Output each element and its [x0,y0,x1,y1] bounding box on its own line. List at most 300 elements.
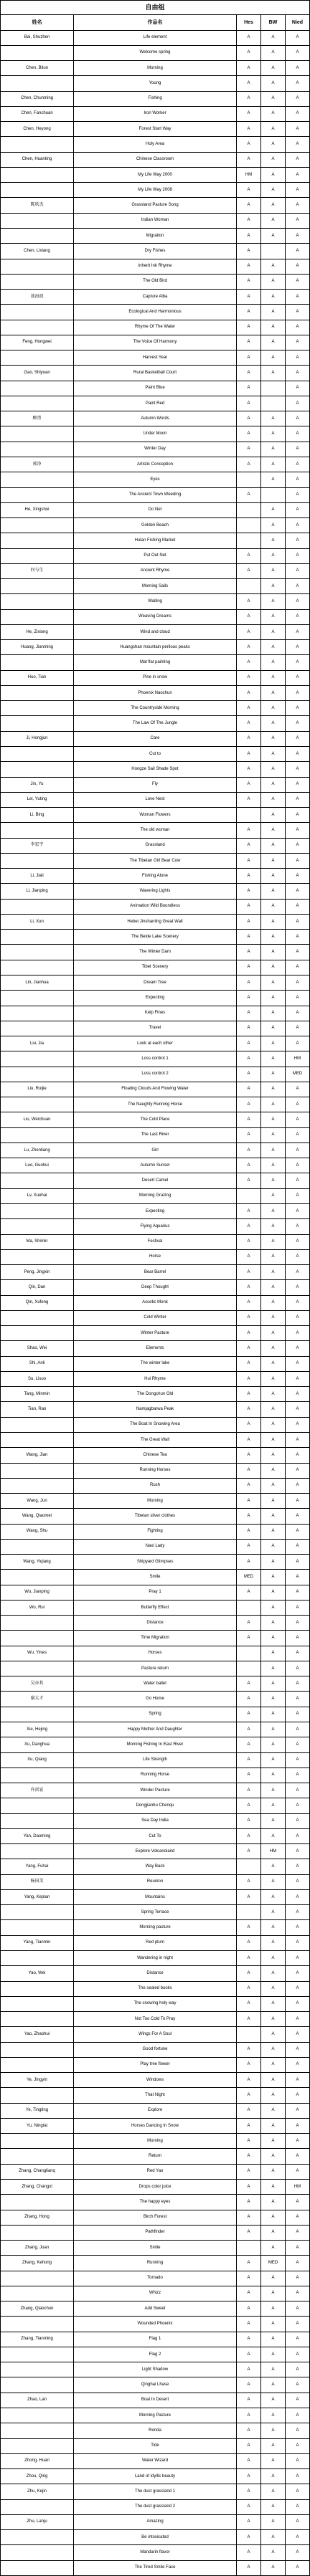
bw-mark-cell: A [261,1204,286,1219]
hes-mark-cell: A [237,1936,261,1951]
nied-mark-cell: A [286,31,310,46]
hes-mark-cell: A [237,1051,261,1067]
hes-mark-cell: A [237,960,261,975]
nied-mark-cell: A [286,1525,310,1540]
table-row [0,1570,310,1585]
table-row [0,1158,310,1173]
bw-mark-cell [261,488,286,503]
hes-mark-cell: A [237,1448,261,1463]
table-row [0,1814,310,1829]
work-title-cell: Grassland [74,839,237,854]
table-row [0,1189,310,1204]
bw-mark-cell: A [261,701,286,716]
table-row [0,1265,310,1280]
nied-mark-cell: A [286,320,310,335]
hes-mark-cell: A [237,2515,261,2530]
table-row [0,793,310,808]
bw-mark-cell: A [261,472,286,487]
hes-mark-cell: A [237,2012,261,2027]
work-title-cell: Pray 1 [74,1585,237,1601]
artist-name-cell: Qin, Xufeng [0,1296,74,1311]
nied-mark-cell: A [286,2332,310,2347]
bw-mark-cell: A [261,2561,286,2576]
work-title-cell: Explore [74,2104,237,2119]
hes-mark-cell: A [237,2134,261,2149]
bw-mark-cell: A [261,1311,286,1326]
hes-mark-cell: A [237,2317,261,2332]
artist-name-cell: Ye, Tingting [0,2104,74,2119]
header-bw: BW [261,15,286,30]
work-title-cell: Loss control 2 [74,1067,237,1082]
nied-mark-cell: A [286,2515,310,2530]
table-row [0,1296,310,1311]
hes-mark-cell: A [237,2332,261,2347]
artist-name-cell: Feng, Hongwei [0,335,74,350]
hes-mark-cell: A [237,640,261,655]
nied-mark-cell: A [286,2286,310,2301]
bw-mark-cell: A [261,122,286,137]
hes-mark-cell: A [237,2439,261,2454]
work-title-cell: Water Wizard [74,2454,237,2469]
artist-name-cell: Zhang, Kehong [0,2256,74,2271]
hes-mark-cell: A [237,2454,261,2469]
hes-mark-cell: A [237,350,261,366]
nied-mark-cell: A [286,1676,310,1692]
artist-name-cell [0,1311,74,1326]
hes-mark-cell: A [237,900,261,915]
artist-name-cell: Wang, Shu [0,1525,74,1540]
nied-mark-cell: A [286,335,310,350]
work-title-cell: The Winter Dam [74,945,237,960]
hes-mark-cell: A [237,2149,261,2164]
work-title-cell: Distance [74,1616,237,1631]
nied-mark-cell: A [286,747,310,762]
hes-mark-cell: A [237,335,261,350]
table-row [0,1372,310,1387]
bw-mark-cell: A [261,2241,286,2256]
artist-name-cell [0,1616,74,1631]
hes-mark-cell: A [237,884,261,899]
table-row [0,1341,310,1356]
artist-name-cell [0,183,74,198]
work-title-cell: Be intoxicated [74,2530,237,2545]
hes-mark-cell: A [237,320,261,335]
work-title-cell: Phoenix Naochun [74,686,237,701]
work-title-cell: Harvest Year [74,350,237,366]
table-row [0,1722,310,1737]
hes-mark-cell: A [237,1235,261,1250]
bw-mark-cell: A [261,320,286,335]
work-title-cell: Shipyard Glimpses [74,1555,237,1570]
bw-mark-cell: A [261,2286,286,2301]
work-title-cell: Explore Volcanoland [74,1844,237,1859]
artist-name-cell: Liu, Weichuan [0,1112,74,1127]
bw-mark-cell: A [261,686,286,701]
work-title-cell: Red Yao [74,2165,237,2180]
bw-mark-cell: A [261,1509,286,1524]
artist-name-cell [0,2408,74,2423]
artist-name-cell [0,1661,74,1676]
bw-mark-cell: A [261,92,286,107]
work-title-cell: The Voice Of Harmony [74,335,237,350]
bw-mark-cell: A [261,2134,286,2149]
bw-mark-cell: A [261,2301,286,2317]
artist-name-cell [0,716,74,731]
bw-mark-cell: A [261,2119,286,2134]
nied-mark-cell: A [286,2012,310,2027]
table-row [0,1525,310,1540]
table-row [0,1448,310,1463]
table-row [0,2104,310,2119]
hes-mark-cell: A [237,442,261,457]
table-row [0,1859,310,1874]
hes-mark-cell [237,1601,261,1616]
bw-mark-cell: A [261,2530,286,2545]
work-title-cell: The old woman [74,823,237,838]
work-title-cell: Not Too Cold To Pray [74,2012,237,2027]
bw-mark-cell: A [261,625,286,640]
work-title-cell: Weaving Dreams [74,610,237,625]
artist-name-cell [0,76,74,91]
artist-name-cell: Yan, Daoming [0,1829,74,1844]
artist-name-cell: Lei, Yuting [0,793,74,808]
hes-mark-cell: A [237,1311,261,1326]
hes-mark-cell: A [237,396,261,411]
work-title-cell: Forest Start Way [74,122,237,137]
table-row [0,1128,310,1143]
table-row [0,1204,310,1219]
work-title-cell: Morning [74,2134,237,2149]
artist-name-cell: Chen, Lixiang [0,244,74,259]
bw-mark-cell: A [261,1418,286,1433]
table-row [0,2043,310,2058]
table-row [0,1235,310,1250]
table-row [0,1143,310,1158]
bw-mark-cell: A [261,823,286,838]
bw-mark-cell: A [261,1601,286,1616]
hes-mark-cell: A [237,137,261,152]
table-row [0,1646,310,1661]
artist-name-cell [0,350,74,366]
hes-mark-cell: A [237,2058,261,2073]
nied-mark-cell: A [286,762,310,777]
table-row [0,320,310,335]
hes-mark-cell: A [237,1418,261,1433]
bw-mark-cell: A [261,1448,286,1463]
nied-mark-cell: A [286,488,310,503]
work-title-cell: Hulan Fishing Market [74,533,237,548]
work-title-cell: Life element [74,31,237,46]
bw-mark-cell: A [261,839,286,854]
artist-name-cell [0,320,74,335]
work-title-cell: Running Horse [74,1768,237,1783]
work-title-cell: The Belde Lake Scenery [74,930,237,945]
artist-name-cell [0,579,74,594]
hes-mark-cell: A [237,671,261,686]
bw-mark-cell: MED [261,2256,286,2271]
bw-mark-cell: A [261,1112,286,1127]
nied-mark-cell: A [286,168,310,183]
nied-mark-cell: HM [286,2180,310,2195]
nied-mark-cell: A [286,839,310,854]
work-title-cell: The Great Wall [74,1433,237,1448]
nied-mark-cell: A [286,732,310,747]
work-title-cell: Morning Sails [74,579,237,594]
work-title-cell: Flag 2 [74,2347,237,2362]
table-row [0,1021,310,1036]
table-row [0,747,310,762]
nied-mark-cell: A [286,2469,310,2484]
hes-mark-cell: A [237,823,261,838]
nied-mark-cell: A [286,92,310,107]
table-row [0,198,310,213]
work-title-cell: Time Migration [74,1631,237,1646]
nied-mark-cell: A [286,975,310,991]
work-title-cell: The sealed books [74,1982,237,1997]
table-row [0,2423,310,2438]
bw-mark-cell: A [261,1235,286,1250]
work-title-cell: Ancient Rhyme [74,564,237,579]
artist-name-cell [0,1418,74,1433]
work-title-cell: Expecting [74,1204,237,1219]
nied-mark-cell: A [286,1920,310,1935]
work-title-cell: The Old Bird [74,275,237,290]
artist-name-cell: Zhong, Huan [0,2454,74,2469]
bw-mark-cell: A [261,1341,286,1356]
hes-mark-cell: A [237,1997,261,2012]
artist-name-cell [0,1540,74,1555]
work-title-cell: Animation Wild Boundless [74,900,237,915]
work-title-cell: Birch Forest [74,2210,237,2226]
nied-mark-cell: A [286,1036,310,1051]
nied-mark-cell: A [286,1783,310,1798]
artist-name-cell [0,1982,74,1997]
hes-mark-cell: A [237,1372,261,1387]
bw-mark-cell: A [261,1128,286,1143]
artist-name-cell: Chen, Chunming [0,92,74,107]
bw-mark-cell: A [261,2149,286,2164]
table-row [0,1326,310,1341]
nied-mark-cell: A [286,716,310,731]
hes-mark-cell: A [237,2301,261,2317]
artist-name-cell: Zhang, Hong [0,2210,74,2226]
nied-mark-cell: A [286,1311,310,1326]
nied-mark-cell: A [286,2408,310,2423]
artist-name-cell: Chen, Heyong [0,122,74,137]
table-row [0,1082,310,1097]
hes-mark-cell: A [237,854,261,869]
artist-name-cell [0,1128,74,1143]
hes-mark-cell: A [237,411,261,426]
hes-mark-cell: A [237,1753,261,1768]
artist-name-cell [0,442,74,457]
table-row [0,884,310,899]
work-title-cell: Elements [74,1341,237,1356]
bw-mark-cell: A [261,107,286,122]
nied-mark-cell: A [286,61,310,76]
work-title-cell: The Countryside Morning [74,701,237,716]
hes-mark-cell: A [237,2088,261,2103]
hes-mark-cell: A [237,778,261,793]
bw-mark-cell: A [261,335,286,350]
bw-mark-cell: A [261,1433,286,1448]
table-row [0,2165,310,2180]
work-title-cell: Flag 1 [74,2332,237,2347]
bw-mark-cell [261,244,286,259]
hes-mark-cell: A [237,2484,261,2499]
bw-mark-cell: A [261,2362,286,2377]
table-row [0,991,310,1006]
hes-mark-cell: A [237,107,261,122]
bw-mark-cell: A [261,2043,286,2058]
work-title-cell: The Ancient Town Weeding [74,488,237,503]
artist-name-cell [0,960,74,975]
nied-mark-cell: A [286,1982,310,1997]
work-title-cell: Mountains [74,1890,237,1905]
hes-mark-cell: A [237,381,261,396]
hes-mark-cell: A [237,2377,261,2393]
hes-mark-cell: A [237,747,261,762]
nied-mark-cell: A [286,1235,310,1250]
artist-name-cell [0,991,74,1006]
work-title-cell: Bear Barrel [74,1265,237,1280]
nied-mark-cell: A [286,1540,310,1555]
table-row [0,350,310,366]
bw-mark-cell: A [261,1296,286,1311]
table-row [0,2439,310,2454]
nied-mark-cell: A [286,2484,310,2499]
artist-name-cell: Xu, Qiang [0,1753,74,1768]
hes-mark-cell: A [237,1692,261,1707]
nied-mark-cell: A [286,2423,310,2438]
artist-name-cell [0,518,74,533]
nied-mark-cell: A [286,2149,310,2164]
work-title-cell: Morning Pasture [74,2408,237,2423]
nied-mark-cell: A [286,1387,310,1402]
work-title-cell: Go Home [74,1692,237,1707]
work-title-cell: My Life Way 2008 [74,183,237,198]
table-row [0,92,310,107]
work-title-cell: Winder Pasture [74,1783,237,1798]
bw-mark-cell: A [261,1250,286,1265]
table-row [0,1006,310,1021]
artist-name-cell: Zhang, Tianming [0,2332,74,2347]
bw-mark-cell [261,396,286,411]
hes-mark-cell: A [237,2195,261,2210]
work-title-cell: Girl [74,1143,237,1158]
nied-mark-cell: A [286,869,310,884]
table-row [0,1707,310,1722]
nied-mark-cell: A [286,275,310,290]
artist-name-cell [0,1326,74,1341]
hes-mark-cell: A [237,1341,261,1356]
artist-name-cell [0,2012,74,2027]
work-title-cell: The happy eyes [74,2195,237,2210]
table-row [0,945,310,960]
work-title-cell: Golden Beach [74,518,237,533]
artist-name-cell [0,686,74,701]
bw-mark-cell: A [261,1585,286,1601]
artist-name-cell: Lin, Jianhua [0,975,74,991]
hes-mark-cell: A [237,716,261,731]
work-title-cell: Kelp Fines [74,1006,237,1021]
work-title-cell: Paint Blue [74,381,237,396]
nied-mark-cell: A [286,1951,310,1966]
header-name: 姓名 [0,15,74,30]
hes-mark-cell: A [237,1875,261,1890]
bw-mark-cell: A [261,2377,286,2393]
bw-mark-cell: A [261,1158,286,1173]
work-title-cell: Pathfinder [74,2226,237,2241]
table-row [0,1036,310,1051]
bw-mark-cell: A [261,1219,286,1234]
table-row [0,579,310,594]
bw-mark-cell: A [261,533,286,548]
nied-mark-cell: A [286,854,310,869]
bw-mark-cell: A [261,1936,286,1951]
bw-mark-cell: A [261,1722,286,1737]
nied-mark-cell: A [286,2301,310,2317]
hes-mark-cell [237,1905,261,1920]
nied-mark-cell: A [286,793,310,808]
work-title-cell: Migration [74,229,237,244]
nied-mark-cell: A [286,2500,310,2515]
bw-mark-cell: A [261,259,286,275]
bw-mark-cell: A [261,945,286,960]
table-row [0,869,310,884]
table-row [0,671,310,686]
bw-mark-cell: A [261,2408,286,2423]
hes-mark-cell: A [237,1158,261,1173]
bw-mark-cell: A [261,1661,286,1676]
table-row [0,686,310,701]
work-title-cell: Fishing [74,92,237,107]
artist-name-cell [0,1798,74,1813]
table-row [0,808,310,823]
table-row [0,610,310,625]
nied-mark-cell: A [286,1219,310,1234]
work-title-cell: Spring Terrace [74,1905,237,1920]
bw-mark-cell: A [261,778,286,793]
work-title-cell: Pasture return [74,1661,237,1676]
work-title-cell: Autumn Words [74,411,237,426]
table-row [0,305,310,320]
bw-mark-cell: A [261,350,286,366]
bw-mark-cell: A [261,2439,286,2454]
table-row [0,915,310,930]
work-title-cell: Indian Woman [74,214,237,229]
hes-mark-cell: A [237,945,261,960]
artist-name-cell [0,46,74,61]
nied-mark-cell: A [286,671,310,686]
artist-name-cell: 陈欣杰 [0,198,74,213]
artist-name-cell: Shi, Anli [0,1357,74,1372]
hes-mark-cell: A [237,1433,261,1448]
bw-mark-cell: A [261,1036,286,1051]
table-row [0,1661,310,1676]
hes-mark-cell: A [237,610,261,625]
bw-mark-cell: A [261,214,286,229]
hes-mark-cell: A [237,1814,261,1829]
hes-mark-cell: A [237,1707,261,1722]
table-row [0,214,310,229]
bw-mark-cell: A [261,991,286,1006]
hes-mark-cell: A [237,46,261,61]
artist-name-cell [0,2088,74,2103]
table-row [0,2484,310,2499]
nied-mark-cell: A [286,46,310,61]
hes-mark-cell: A [237,1509,261,1524]
